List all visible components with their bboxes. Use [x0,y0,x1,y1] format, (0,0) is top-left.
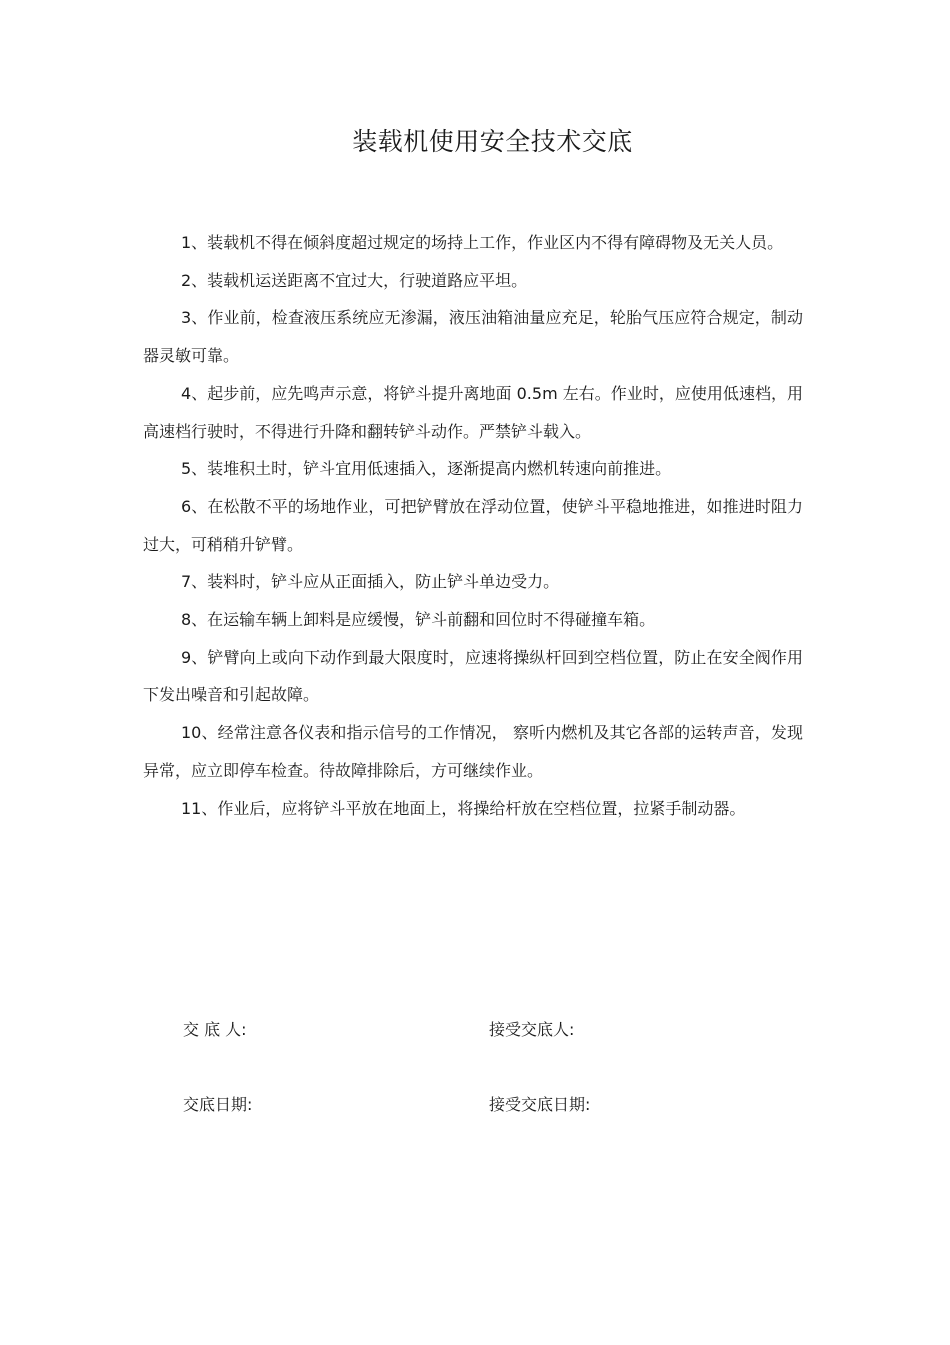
paragraph-10: 10、经常注意各仪表和指示信号的工作情况， 察听内燃机及其它各部的运转声音，发现异常，应立即停车检查。待故障排除后，方可继续作业。 [143,723,803,780]
paragraph-11: 11、作业后，应将铲斗平放在地面上，将操给杆放在空档位置，拉紧手制动器。 [181,798,746,818]
paragraph-9: 9、铲臂向上或向下动作到最大限度时，应速将操纵杆回到空档位置，防止在安全阀作用下发出噪音和引起故障。 [143,647,803,705]
paragraph-5: 5、装堆积土时，铲斗宜用低速插入，逐渐提高内燃机转速向前推进。 [181,459,672,479]
paragraph-6: 6、在松散不平的场地作业，可把铲臂放在浮动位置，使铲斗平稳地推进，如推进时阻力过大，可稍稍升铲臂。 [143,496,803,554]
receiver-label: 接受交底人: [489,1020,575,1039]
disclose-date-label: 交底日期: [183,1095,253,1114]
discloser-label: 交 底 人: [183,1020,247,1039]
receive-date-label: 接受交底日期: [489,1095,591,1114]
paragraph-1: 1、装载机不得在倾斜度超过规定的场持上工作，作业区内不得有障碍物及无关人员。 [181,233,784,252]
document-title: 装载机使用安全技术交底 [352,127,633,156]
document-body [143,224,803,827]
paragraph-4: 4、起步前，应先鸣声示意，将铲斗提升离地面 0.5m 左右。作业时，应使用低速档，用高速档行驶时，不得进行升降和翻转铲斗动作。严禁铲斗载入。 [143,383,803,441]
paragraph-8: 8、在运输车辆上卸料是应缓慢，铲斗前翻和回位时不得碰撞车箱。 [181,610,656,630]
paragraph-2: 2、装载机运送距离不宜过大，行驶道路应平坦。 [181,270,528,290]
paragraph-3: 3、作业前，检查液压系统应无渗漏，液压油箱油量应充足，轮胎气压应符合规定，制动器灵敏可靠。 [143,308,803,366]
paragraph-7: 7、装料时，铲斗应从正面插入，防止铲斗单边受力。 [181,572,560,592]
